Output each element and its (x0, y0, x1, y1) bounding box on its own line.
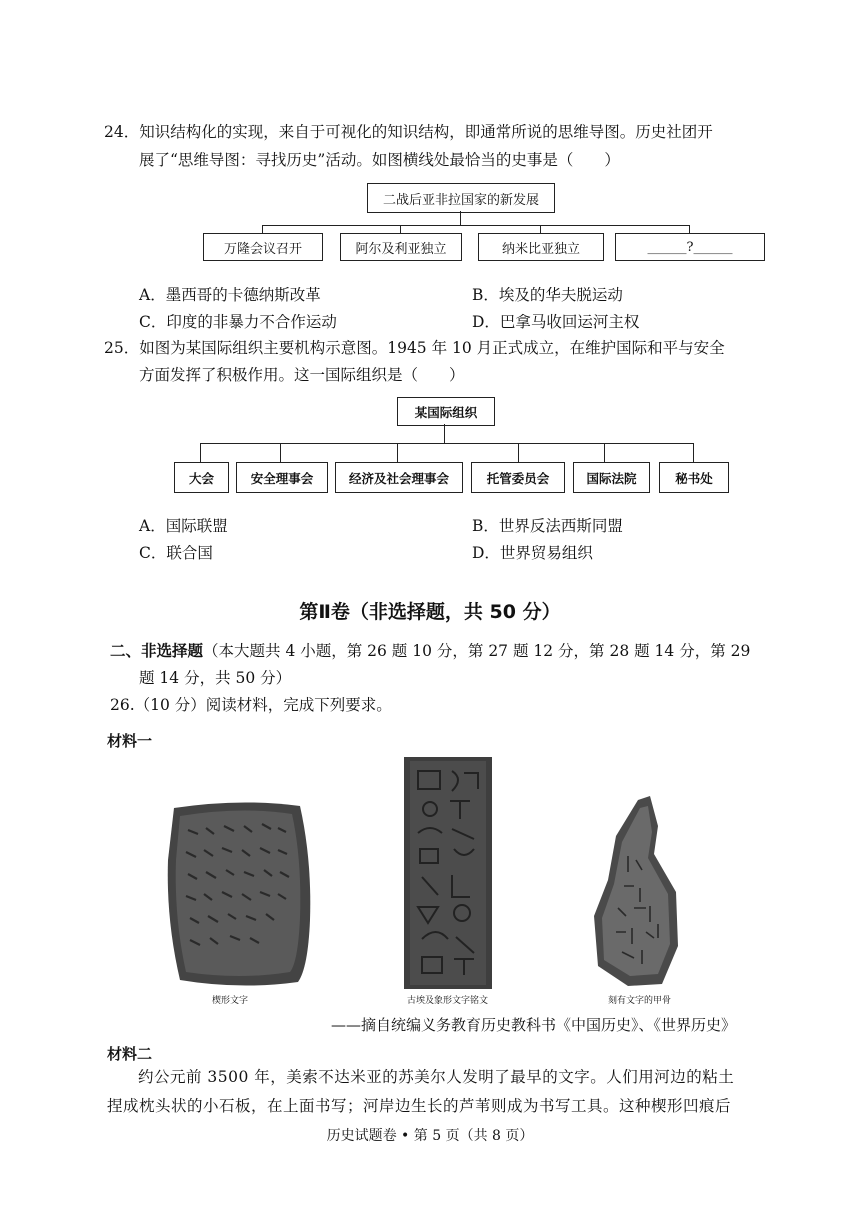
q25-stem-line1: 25．如图为某国际组织主要机构示意图。1945 年 10 月正式成立，在维护国际和平与安全 (104, 339, 725, 357)
q25-option-d[interactable]: D．世界贸易组织 (472, 544, 593, 562)
section2-desc1: （本大题共 4 小题，第 26 题 10 分，第 27 题 12 分，第 28 题 14 分，第 29 (203, 642, 751, 660)
q25-option-b[interactable]: B．世界反法西斯同盟 (472, 517, 623, 535)
q24-blank-box: ______?______ (615, 233, 765, 261)
q24-stem-line1: 24．知识结构化的实现，来自于可视化的知识结构，即通常所说的思维导图。历史社团开 (104, 123, 713, 141)
q25-option-a[interactable]: A．国际联盟 (139, 517, 228, 535)
section2-desc2: 题 14 分，共 50 分） (139, 669, 292, 687)
material2-label: 材料二 (107, 1045, 153, 1063)
q24-option-a[interactable]: A．墨西哥的卡德纳斯改革 (139, 286, 321, 304)
part2-title: 第Ⅱ卷（非选择题，共 50 分） (299, 601, 561, 623)
q25-organ-box: 托管委员会 (471, 462, 565, 493)
q25-organ-box: 国际法院 (573, 462, 650, 493)
section2-heading: 二、非选择题 (110, 642, 204, 660)
q25-option-c[interactable]: C．联合国 (139, 544, 213, 562)
q25-stem-line2: 方面发挥了积极作用。这一国际组织是（ ） (139, 366, 465, 384)
cuneiform-caption: 楔形文字 (212, 996, 249, 1006)
q25-organ-box: 安全理事会 (236, 462, 328, 493)
page-footer: 历史试题卷 • 第 5 页（共 8 页） (326, 1128, 534, 1144)
oracle-bone-caption: 刻有文字的甲骨 (608, 996, 672, 1006)
q26-stem: 26.（10 分）阅读材料，完成下列要求。 (110, 696, 392, 714)
q24-child-box: 纳米比亚独立 (478, 233, 604, 261)
cuneiform-tablet-image (160, 800, 320, 990)
q24-option-b[interactable]: B．埃及的华夫脱运动 (472, 286, 623, 304)
q24-child-box: 万隆会议召开 (203, 233, 323, 261)
q24-option-d[interactable]: D．巴拿马收回运河主权 (472, 313, 640, 331)
q24-option-c[interactable]: C．印度的非暴力不合作运动 (139, 313, 337, 331)
q24-root-box: 二战后亚非拉国家的新发展 (367, 183, 555, 213)
q24-child-box: 阿尔及利亚独立 (340, 233, 462, 261)
material2-line1: 约公元前 3500 年，美索不达米亚的苏美尔人发明了最早的文字。人们用河边的粘土 (138, 1068, 735, 1086)
egyptian-hieroglyph-image (402, 757, 494, 989)
q25-organ-box: 经济及社会理事会 (335, 462, 463, 493)
hieroglyph-caption: 古埃及象形文字铭文 (407, 996, 489, 1006)
section2-line1 (110, 638, 750, 664)
material1-label: 材料一 (107, 732, 153, 750)
q25-organ-box: 秘书处 (659, 462, 729, 493)
material2-line2: 捏成枕头状的小石板，在上面书写；河岸边生长的芦苇则成为书写工具。这种楔形凹痕后 (107, 1097, 732, 1115)
q25-root-box: 某国际组织 (397, 397, 495, 426)
material1-source: ——摘自统编义务教育历史教科书《中国历史》、《世界历史》 (331, 1016, 737, 1034)
q24-stem-line2: 展了“思维导图：寻找历史”活动。如图横线处最恰当的史事是（ ） (139, 151, 620, 169)
oracle-bone-image (588, 796, 684, 988)
q25-organ-box: 大会 (174, 462, 229, 493)
